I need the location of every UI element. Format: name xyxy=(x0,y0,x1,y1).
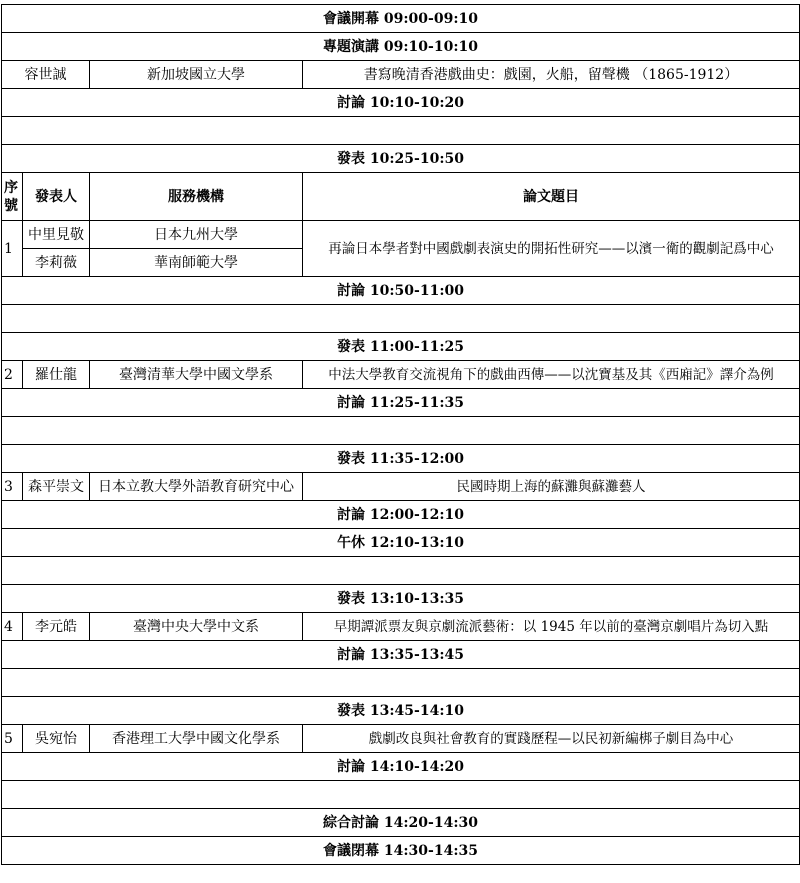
presentation-row xyxy=(2,333,800,361)
paper-row xyxy=(2,725,800,753)
presentation-row xyxy=(2,445,800,473)
discussion-cell xyxy=(2,641,800,669)
keynote-speaker: 容世誠 xyxy=(2,61,90,89)
presentation-row xyxy=(2,697,800,725)
spacer-cell xyxy=(2,669,800,697)
paper-row xyxy=(2,221,800,249)
presentation-time: 10:25-10:50 xyxy=(369,150,464,167)
discussion-time: 10:50-11:00 xyxy=(369,282,464,299)
discussion-row xyxy=(2,89,800,117)
discussion-time: 12:00-12:10 xyxy=(369,506,464,523)
paper-presenter: 羅仕龍 xyxy=(23,361,90,389)
paper-title: 民國時期上海的蘇灘與蘇灘藝人 xyxy=(303,473,800,501)
paper-institution: 臺灣中央大學中文系 xyxy=(90,613,303,641)
presentation-cell xyxy=(2,585,800,613)
opening-label: 會議開幕 xyxy=(323,10,380,27)
presentation-row xyxy=(2,145,800,173)
header-institution: 服務機構 xyxy=(90,173,303,221)
spacer-row xyxy=(2,417,800,445)
discussion-time: 11:25-11:35 xyxy=(369,394,464,411)
paper-seq: 4 xyxy=(2,613,23,641)
discussion-label: 討論 xyxy=(337,506,366,523)
discussion-cell xyxy=(2,89,800,117)
discussion-cell xyxy=(2,389,800,417)
paper-seq: 2 xyxy=(2,361,23,389)
paper-title: 中法大學教育交流視角下的戲曲西傳——以沈寶基及其《西廂記》譯介為例 xyxy=(303,361,800,389)
presentation-time: 13:10-13:35 xyxy=(369,590,464,607)
presentation-time: 11:35-12:00 xyxy=(369,450,464,467)
paper-title: 早期譚派票友與京劇流派藝術：以 1945 年以前的臺灣京劇唱片為切入點 xyxy=(303,613,800,641)
opening-time: 09:00-09:10 xyxy=(383,10,478,27)
closing-cell xyxy=(2,837,800,865)
presentation-time: 13:45-14:10 xyxy=(369,702,464,719)
lunch-time: 12:10-13:10 xyxy=(369,534,464,551)
keynote-row xyxy=(2,33,800,61)
presentation-cell xyxy=(2,145,800,173)
spacer-row xyxy=(2,557,800,585)
general-discussion-cell xyxy=(2,809,800,837)
lunch-row xyxy=(2,529,800,557)
spacer-row xyxy=(2,781,800,809)
presentation-label: 發表 xyxy=(337,450,366,467)
presentation-label: 發表 xyxy=(337,590,366,607)
spacer-cell xyxy=(2,117,800,145)
paper-row xyxy=(2,361,800,389)
paper-title: 再論日本學者對中國戲劇表演史的開拓性研究——以濱一衛的觀劇記爲中心 xyxy=(303,221,800,277)
paper-seq: 1 xyxy=(2,221,23,277)
closing-label: 會議閉幕 xyxy=(323,842,380,859)
header-row xyxy=(2,173,800,221)
paper-presenter: 李元皓 xyxy=(23,613,90,641)
presentation-label: 發表 xyxy=(337,702,366,719)
spacer-row xyxy=(2,117,800,145)
paper-title: 戲劇改良與社會教育的實踐歷程—以民初新編梆子劇目為中心 xyxy=(303,725,800,753)
spacer-row xyxy=(2,305,800,333)
presentation-time: 11:00-11:25 xyxy=(369,338,464,355)
paper-seq: 3 xyxy=(2,473,23,501)
paper-presenter: 李莉薇 xyxy=(23,249,90,277)
discussion-label: 討論 xyxy=(337,646,366,663)
keynote-title: 書寫晚清香港戲曲史：戲園，火船，留聲機 （1865-1912） xyxy=(303,61,800,89)
spacer-row xyxy=(2,669,800,697)
keynote-label: 專題演講 xyxy=(323,38,380,55)
opening-row xyxy=(2,5,800,33)
discussion-label: 討論 xyxy=(337,758,366,775)
paper-institution: 臺灣清華大學中國文學系 xyxy=(90,361,303,389)
discussion-time: 10:10-10:20 xyxy=(369,94,464,111)
spacer-cell xyxy=(2,557,800,585)
paper-presenter: 中里見敬 xyxy=(23,221,90,249)
header-seq: 序號 xyxy=(2,173,23,221)
header-presenter: 發表人 xyxy=(23,173,90,221)
schedule xyxy=(1,4,799,865)
paper-presenter: 吳宛怡 xyxy=(23,725,90,753)
presentation-cell xyxy=(2,445,800,473)
discussion-row xyxy=(2,753,800,781)
discussion-cell xyxy=(2,277,800,305)
general-discussion-label: 綜合討論 xyxy=(323,814,380,831)
spacer-cell xyxy=(2,305,800,333)
paper-institution: 日本立教大學外語教育研究中心 xyxy=(90,473,303,501)
discussion-label: 討論 xyxy=(337,394,366,411)
spacer-cell xyxy=(2,417,800,445)
discussion-cell xyxy=(2,501,800,529)
discussion-row xyxy=(2,641,800,669)
presentation-cell xyxy=(2,333,800,361)
discussion-time: 13:35-13:45 xyxy=(369,646,464,663)
discussion-row xyxy=(2,389,800,417)
presentation-label: 發表 xyxy=(337,150,366,167)
discussion-time: 14:10-14:20 xyxy=(369,758,464,775)
presentation-label: 發表 xyxy=(337,338,366,355)
presentation-row xyxy=(2,585,800,613)
presentation-cell xyxy=(2,697,800,725)
header-title: 論文題目 xyxy=(303,173,800,221)
paper-institution: 香港理工大學中國文化學系 xyxy=(90,725,303,753)
discussion-cell xyxy=(2,753,800,781)
paper-institution: 華南師範大學 xyxy=(90,249,303,277)
paper-institution: 日本九州大學 xyxy=(90,221,303,249)
paper-row xyxy=(2,613,800,641)
keynote-time: 09:10-10:10 xyxy=(383,38,478,55)
general-discussion-row xyxy=(2,809,800,837)
discussion-row xyxy=(2,501,800,529)
paper-seq: 5 xyxy=(2,725,23,753)
spacer-cell xyxy=(2,781,800,809)
discussion-label: 討論 xyxy=(337,94,366,111)
discussion-label: 討論 xyxy=(337,282,366,299)
paper-presenter: 森平崇文 xyxy=(23,473,90,501)
keynote-institution: 新加坡國立大學 xyxy=(90,61,303,89)
discussion-row xyxy=(2,277,800,305)
closing-row xyxy=(2,837,800,865)
general-discussion-time: 14:20-14:30 xyxy=(383,814,478,831)
paper-row xyxy=(2,473,800,501)
closing-time: 14:30-14:35 xyxy=(383,842,478,859)
keynote-detail-row xyxy=(2,61,800,89)
lunch-label: 午休 xyxy=(337,534,366,551)
keynote-cell xyxy=(2,33,800,61)
schedule-table xyxy=(1,4,800,865)
opening-cell xyxy=(2,5,800,33)
lunch-cell xyxy=(2,529,800,557)
